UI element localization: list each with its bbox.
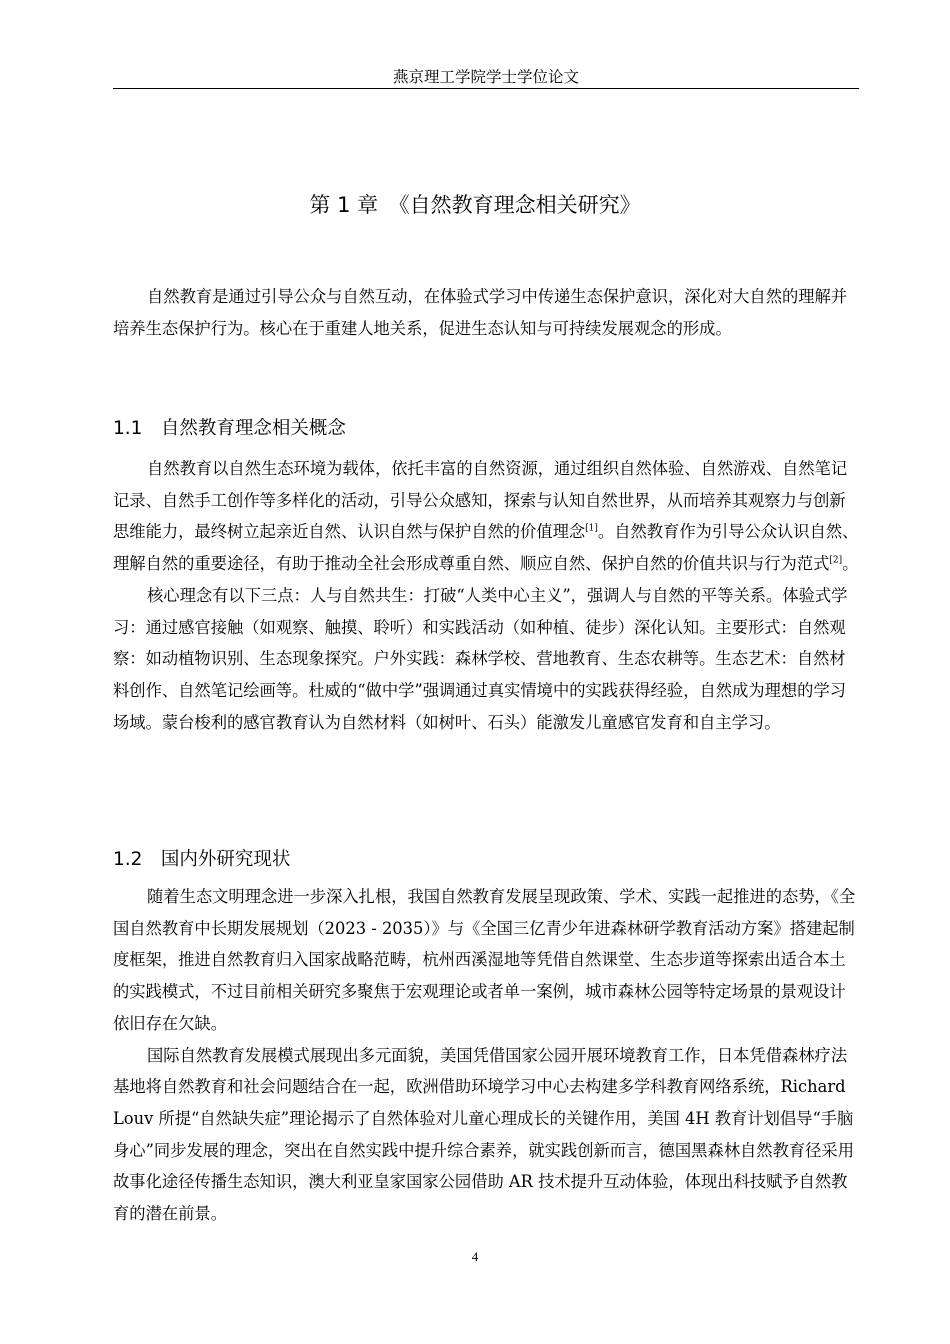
paragraph-text: 。自然教育作为引导公众认识自然、理解自然的重要途径，有助于推动全社会形成尊重自然、顺应自然、保护自然的价值共识与行为范式 [113,522,859,574]
paragraph-text: 。 [842,554,859,574]
citation-ref-1[interactable]: [1] [585,523,598,534]
section-title-1-1: 1.1 自然教育理念相关概念 [113,418,346,439]
section-1-1-paragraph-1 [113,453,859,580]
chapter-title: 第 1 章 《自然教育理念相关研究》 [309,193,641,217]
intro-section [113,281,859,344]
page-number: 4 [471,1249,479,1264]
section-1-1-paragraph-2: 核心理念有以下三点：人与自然共生：打破“人类中心主义”，强调人与自然的平等关系。体验式学习：通过感官接触（如观察、触摸、聆听）和实践活动（如种植、徒步）深化认知。主要形式：自然观察：如动植物识别、生态现象探究。户外实践：森林学校、营地教育、生态农耕等。生态艺术：自然材料创作、自然笔记绘画等。杜威的“做中学”强调通过真实情境中的实践获得经验，自然成为理想的学习场域。蒙台梭利的感官教育认为自然材料（如树叶、石头）能激发儿童感官发育和自主学习。 [113,585,848,732]
running-header: 燕京理工学院学士学位论文 [113,68,859,89]
paragraph-text: 自然教育以自然生态环境为载体，依托丰富的自然资源，通过组织自然体验、自然游戏、自然笔记记录、自然手工创作等多样化的活动，引导公众感知，探索与认知自然世界，从而培养其观察力与创新思维能力，最终树立起亲近自然、认识自然与保护自然的价值理念 [113,459,848,542]
section-title-1-2: 1.2 国内外研究现状 [113,849,291,870]
section-1-2-paragraph-1: 随着生态文明理念进一步深入扎根，我国自然教育发展呈现政策、学术、实践一起推进的态势，《全国自然教育中长期发展规划（2023 - 2035）》与《全国三亿青少年进森林研学教育活动方案》搭建起制度框架，推进自然教育归入国家战略范畴，杭州西溪湿地等凭借自然课堂、生态步道等探索出适合本土的实践模式，不过目前相关研究多聚焦于宏观理论或者单一案例，城市森林公园等特定场景的景观设计依旧存在欠缺。 [113,887,856,1033]
section-1-2-paragraph-2: 国际自然教育发展模式展现出多元面貌，美国凭借国家公园开展环境教育工作，日本凭借森林疗法基地将自然教育和社会问题结合在一起，欧洲借助环境学习中心去构建多学科教育网络系统，Richard Louv 所提“自然缺失症”理论揭示了自然体验对儿童心理成长的关键作用，美国 4H 教育计划倡导“手脑身心”同步发展的理念，突出在自然实践中提升综合素养，就实践创新而言，德国黑森林自然教育径采用故事化途径传播生态知识，澳大利亚皇家国家公园借助 AR 技术提升互动体验，体现出科技赋予自然教育的潜在前景。 [113,1045,854,1224]
intro-paragraph: 自然教育是通过引导公众与自然互动，在体验式学习中传递生态保护意识，深化对大自然的理解并培养生态保护行为。核心在于重建人地关系，促进生态认知与可持续发展观念的形成。 [113,287,848,338]
citation-ref-2[interactable]: [2] [829,555,843,566]
section-1-2-body [113,881,859,1230]
section-1-1-body [113,453,859,738]
